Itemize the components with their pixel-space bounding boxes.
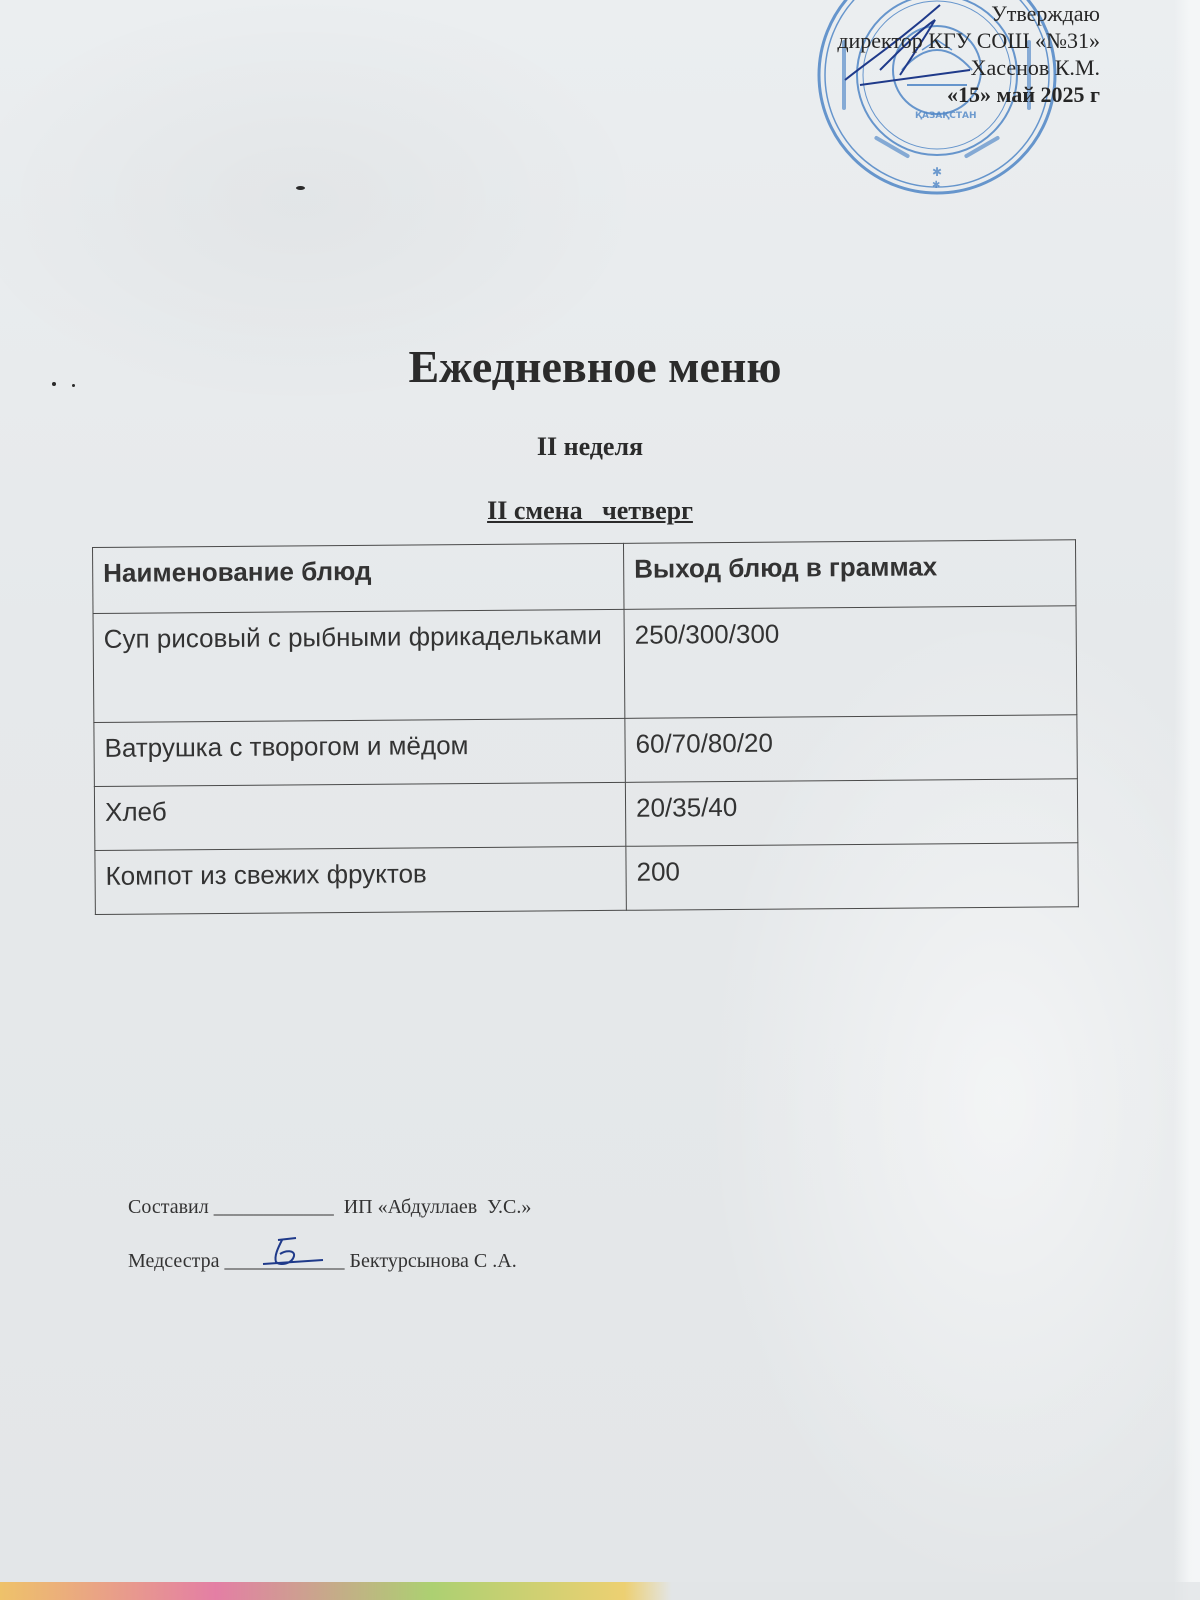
approval-position: директор КГУ СОШ «№31» <box>837 28 1100 53</box>
table-row <box>94 779 1077 851</box>
menu-table <box>92 539 1079 915</box>
header-dish-name: Наименование блюд <box>93 543 625 613</box>
shift-text: II смена четверг <box>487 496 693 525</box>
svg-text:✱: ✱ <box>932 165 943 179</box>
shift-label <box>0 496 1180 526</box>
approval-name: Хасенов К.М. <box>970 55 1100 80</box>
table-row <box>94 715 1077 787</box>
approval-block <box>837 0 1100 108</box>
dish-weight: 200 <box>626 843 1078 911</box>
nurse-line: Медсестра ____________ Бектурсынова С .А. <box>128 1250 517 1272</box>
svg-text:✱: ✱ <box>932 180 941 191</box>
approval-date: «15» май 2025 г <box>946 82 1100 107</box>
header-weight: Выход блюд в граммах <box>623 540 1076 610</box>
table-row <box>93 606 1077 723</box>
svg-text:ҚАЗАҚСТАН: ҚАЗАҚСТАН <box>915 111 977 121</box>
nurse-signature <box>258 1234 328 1268</box>
dish-name: Ватрушка с творогом и мёдом <box>94 718 625 786</box>
table-header-row <box>93 540 1076 614</box>
dish-name: Суп рисовый с рыбными фрикадельками <box>93 609 625 722</box>
compiled-by-line: Составил ____________ ИП «Абдуллаев У.С.» <box>128 1196 532 1218</box>
dish-name: Хлеб <box>94 782 625 850</box>
week-label: II неделя <box>536 432 644 461</box>
dish-weight: 20/35/40 <box>625 779 1077 847</box>
background-strip <box>0 1582 1200 1600</box>
dish-name: Компот из свежих фруктов <box>95 846 626 914</box>
page-title: Ежедневное меню <box>408 341 782 392</box>
table-row <box>95 843 1078 915</box>
ink-speck <box>296 186 305 190</box>
dish-weight: 250/300/300 <box>624 606 1077 719</box>
approval-line: Утверждаю <box>991 1 1100 26</box>
paper-edge <box>1174 0 1200 1600</box>
dish-weight: 60/70/80/20 <box>625 715 1077 783</box>
